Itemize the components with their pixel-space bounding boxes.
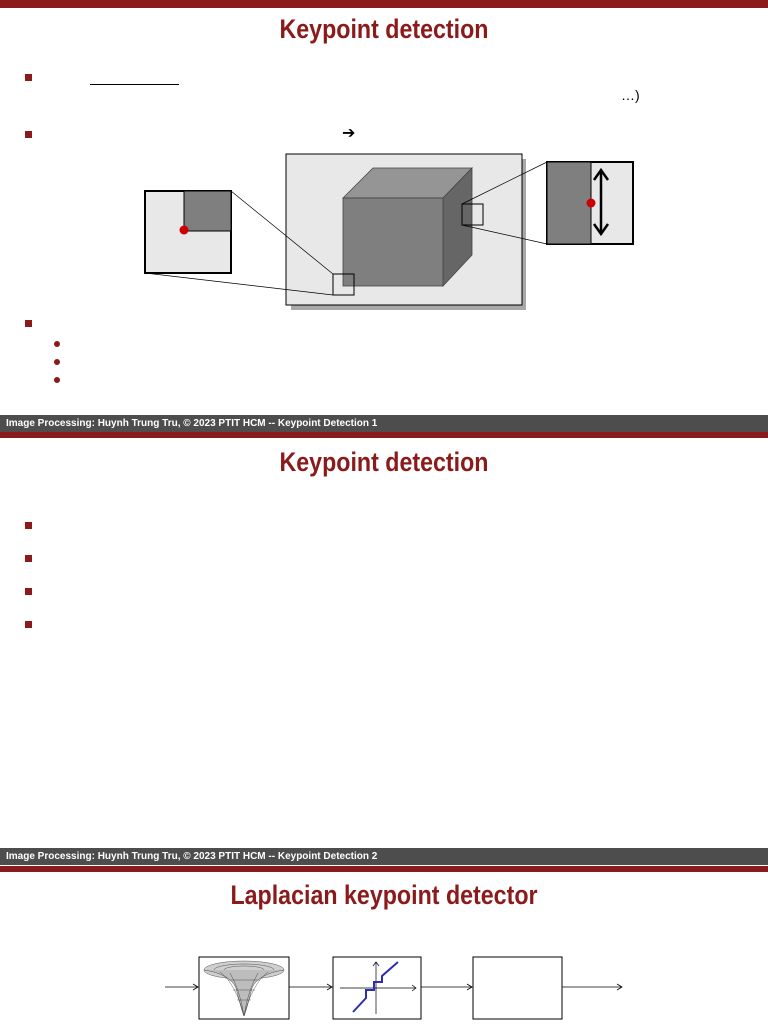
slide-top-bar bbox=[0, 432, 768, 438]
ellipsis-fragment: …) bbox=[621, 87, 640, 103]
slide-title: Keypoint detection bbox=[279, 14, 489, 44]
bullet-dot bbox=[54, 341, 60, 347]
bullet-square bbox=[25, 621, 32, 628]
bullet-square bbox=[25, 74, 32, 81]
cube-front-face bbox=[343, 198, 443, 286]
slide-footer: Image Processing: Huynh Trung Tru, © 2023 PTIT HCM -- Keypoint Detection 2 bbox=[0, 848, 768, 865]
bullet-square bbox=[25, 522, 32, 529]
slide-2 bbox=[0, 432, 768, 866]
slide-title: Keypoint detection bbox=[279, 447, 489, 477]
bullet-square bbox=[25, 588, 32, 595]
slide-top-bar bbox=[0, 866, 768, 872]
laplacian-pipeline-diagram bbox=[160, 954, 630, 1024]
slide-title: Laplacian keypoint detector bbox=[230, 880, 538, 910]
keypoint-dot bbox=[587, 199, 596, 208]
right-arrow-icon: ➔ bbox=[342, 123, 356, 142]
keypoint-dot bbox=[180, 226, 189, 235]
bullet-square bbox=[25, 555, 32, 562]
corner-zoom-dark-region bbox=[184, 191, 231, 231]
slide-footer: Image Processing: Huynh Trung Tru, © 2023 PTIT HCM -- Keypoint Detection 1 bbox=[0, 415, 768, 432]
bullet-square bbox=[25, 131, 32, 138]
slide-top-bar bbox=[0, 0, 768, 8]
edge-zoom-dark-region bbox=[547, 162, 591, 244]
bullet-square bbox=[25, 320, 32, 327]
threshold-box bbox=[473, 957, 562, 1019]
slide-3 bbox=[0, 866, 768, 1024]
bullet-dot bbox=[54, 377, 60, 383]
underline-fragment bbox=[90, 84, 179, 85]
slide-1 bbox=[0, 0, 768, 432]
cube-illustration bbox=[140, 150, 640, 315]
bullet-dot bbox=[54, 359, 60, 365]
